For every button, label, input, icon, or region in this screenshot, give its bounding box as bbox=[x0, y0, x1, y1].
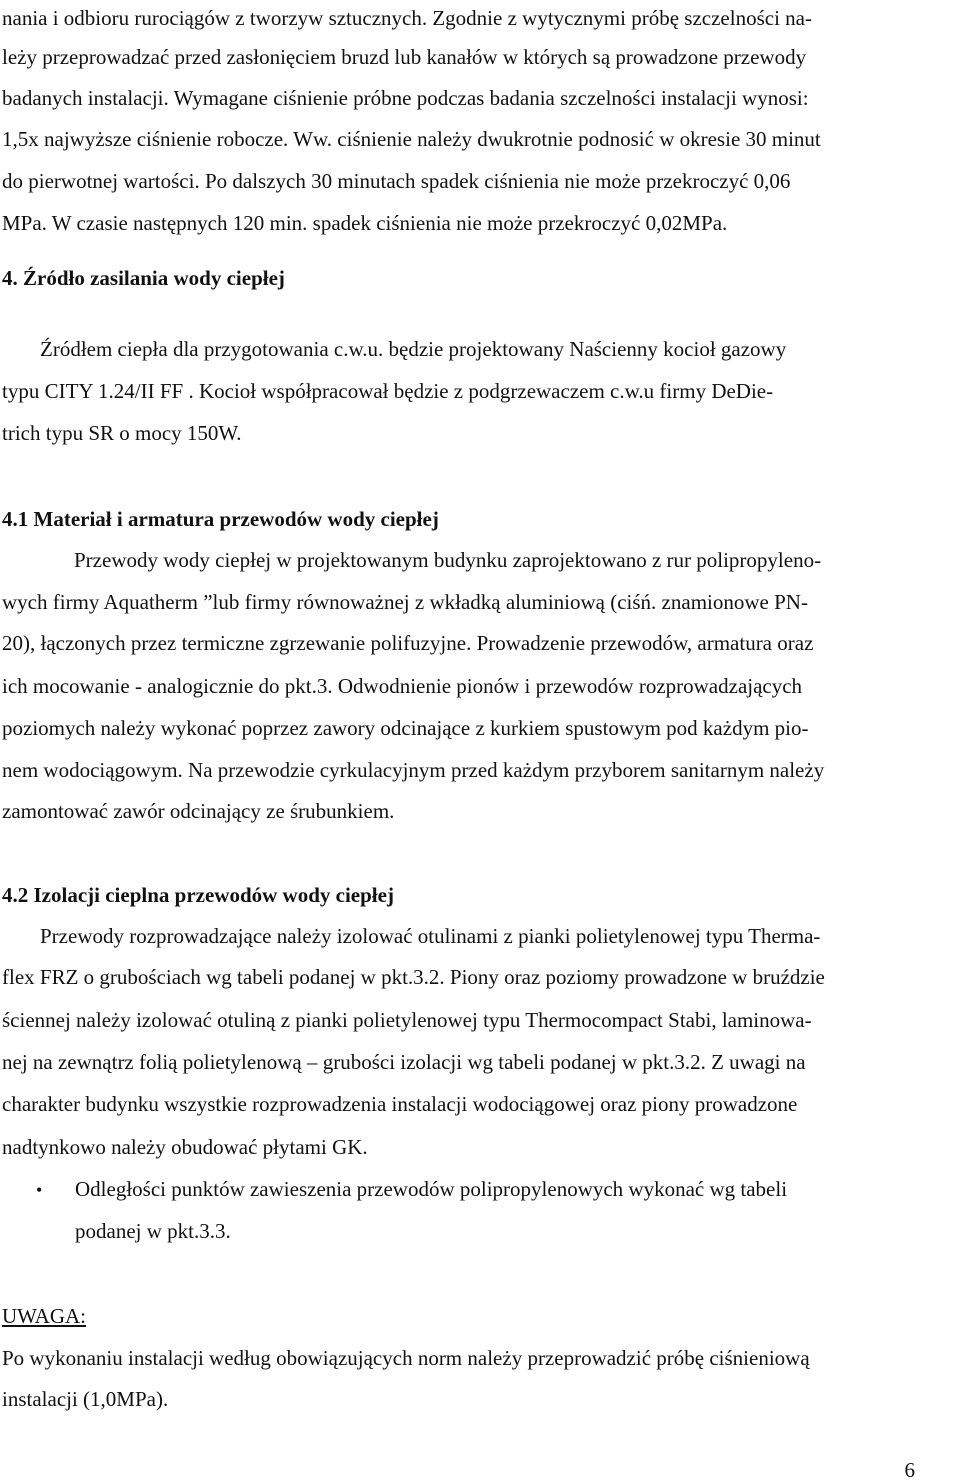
paragraph-line: flex FRZ o grubościach wg tabeli podanej w pkt.3.2. Piony oraz poziomy prowadzone w bruździe bbox=[2, 965, 825, 989]
paragraph-line: trich typu SR o mocy 150W. bbox=[2, 421, 242, 445]
paragraph-line: nadtynkowo należy obudować płytami GK. bbox=[2, 1135, 368, 1159]
paragraph-line: 1,5x najwyższe ciśnienie robocze. Ww. ciśnienie należy dwukrotnie podnosić w okresie 30 minut bbox=[2, 127, 821, 151]
paragraph-line: leży przeprowadzać przed zasłonięciem bruzd lub kanałów w których są prowadzone przewody bbox=[2, 45, 807, 69]
bullet-icon: • bbox=[36, 1180, 43, 1200]
section-4-2-heading: 4.2 Izolacji cieplna przewodów wody ciepłej bbox=[2, 883, 394, 907]
paragraph-line: Źródłem ciepła dla przygotowania c.w.u. będzie projektowany Naścienny kocioł gazowy bbox=[40, 337, 787, 361]
paragraph-line: 20), łączonych przez termiczne zgrzewanie polifuzyjne. Prowadzenie przewodów, armatura oraz bbox=[2, 631, 814, 655]
paragraph-line: do pierwotnej wartości. Po dalszych 30 minutach spadek ciśnienia nie może przekroczyć 0,06 bbox=[2, 169, 791, 193]
paragraph-line: nem wodociągowym. Na przewodzie cyrkulacyjnym przed każdym przyborem sanitarnym należy bbox=[2, 758, 825, 782]
bullet-text-line: podanej w pkt.3.3. bbox=[75, 1219, 231, 1243]
paragraph-line: badanych instalacji. Wymagane ciśnienie próbne podczas badania szczelności instalacji wynosi: bbox=[2, 86, 809, 110]
paragraph-line: nania i odbioru rurociągów z tworzyw sztucznych. Zgodnie z wytycznymi próbę szczelności na- bbox=[2, 6, 812, 30]
paragraph-line: Przewody rozprowadzające należy izolować otulinami z pianki polietylenowej typu Therma- bbox=[40, 924, 821, 948]
paragraph-line: Po wykonaniu instalacji według obowiązujących norm należy przeprowadzić próbę ciśnieniową bbox=[2, 1346, 810, 1370]
paragraph-line: poziomych należy wykonać poprzez zawory odcinające z kurkiem spustowym pod każdym pio- bbox=[2, 716, 809, 740]
note-heading: UWAGA: bbox=[2, 1304, 86, 1328]
bullet-text-line: Odległości punktów zawieszenia przewodów polipropylenowych wykonać wg tabeli bbox=[75, 1177, 788, 1201]
page-number: 6 bbox=[904, 1458, 915, 1482]
paragraph-line: MPa. W czasie następnych 120 min. spadek ciśnienia nie może przekroczyć 0,02MPa. bbox=[2, 211, 728, 235]
paragraph-line: ich mocowanie - analogicznie do pkt.3. Odwodnienie pionów i przewodów rozprowadzających bbox=[2, 674, 803, 698]
section-4-1-heading: 4.1 Materiał i armatura przewodów wody ciepłej bbox=[2, 507, 439, 531]
paragraph-line: typu CITY 1.24/II FF . Kocioł współpracował będzie z podgrzewaczem c.w.u firmy DeDie- bbox=[2, 379, 774, 403]
paragraph-line: zamontować zawór odcinający ze śrubunkiem. bbox=[2, 799, 395, 823]
paragraph-line: wych firmy Aquatherm ”lub firmy równoważnej z wkładką aluminiową (ciśń. znamionowe PN- bbox=[2, 590, 808, 614]
paragraph-line: ściennej należy izolować otuliną z pianki polietylenowej typu Thermocompact Stabi, laminowa- bbox=[2, 1008, 812, 1032]
paragraph-line: instalacji (1,0MPa). bbox=[2, 1387, 169, 1411]
paragraph-line: charakter budynku wszystkie rozprowadzenia instalacji wodociągowej oraz piony prowadzone bbox=[2, 1092, 798, 1116]
section-4-heading: 4. Źródło zasilania wody ciepłej bbox=[2, 266, 285, 290]
paragraph-line: Przewody wody ciepłej w projektowanym budynku zaprojektowano z rur polipropyleno- bbox=[74, 548, 822, 572]
paragraph-line: nej na zewnątrz folią polietylenową – grubości izolacji wg tabeli podanej w pkt.3.2. Z uwagi na bbox=[2, 1050, 806, 1074]
